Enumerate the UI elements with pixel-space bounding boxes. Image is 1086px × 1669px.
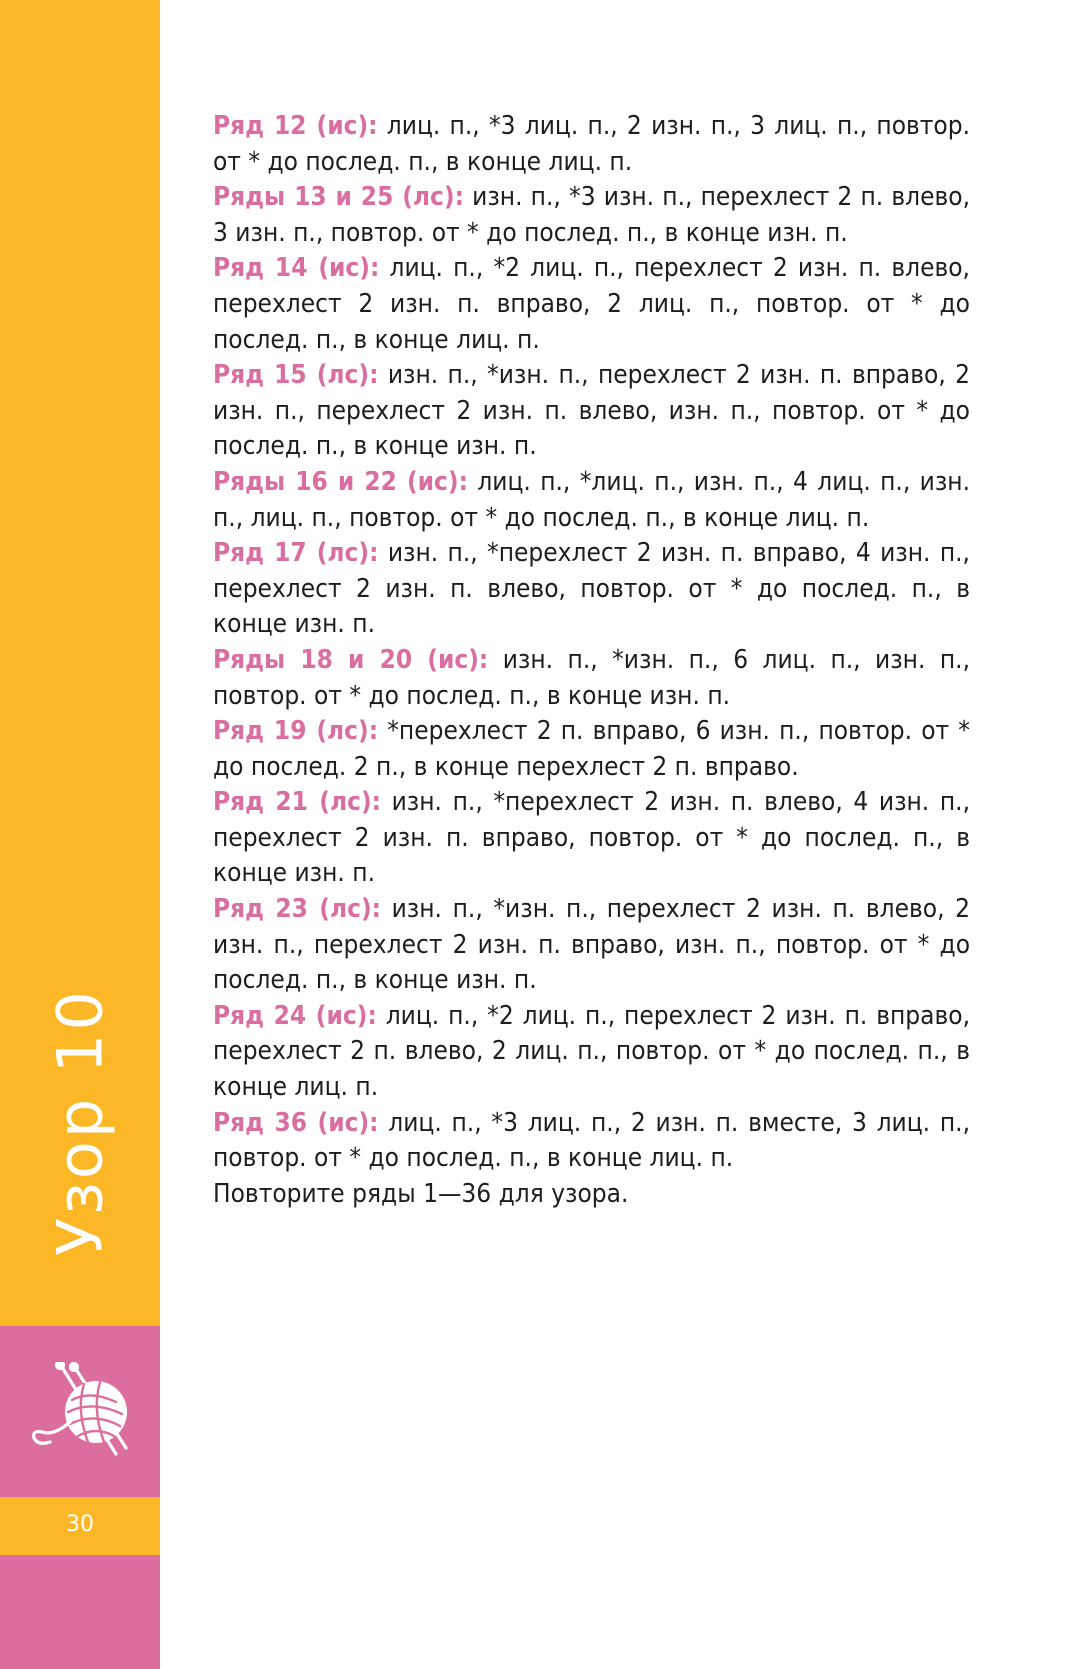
row-label: Ряд 36 (ис): [213,1107,379,1138]
row-text: лиц. п., *лиц. п., изн. п., 4 лиц. п., изн. п., лиц. п., повтор. от * до послед. п., в конце лиц. п. [213,466,971,533]
pattern-row [213,892,970,999]
row-text: изн. п., *перехлест 2 изн. п. влево, 4 изн. п., перехлест 2 изн. п. вправо, повтор. от * до послед. п., в конце изн. п. [213,787,970,889]
row-label: Ряд 12 (ис): [213,111,378,141]
pattern-row [213,251,970,358]
pattern-row [213,999,970,1106]
pattern-row [213,180,970,251]
row-label: Ряд 24 (ис): [213,1000,377,1031]
row-text: изн. п., *изн. п., перехлест 2 изн. п. влево, 2 изн. п., перехлест 2 изн. п. вправо, изн. п., повтор. от * до послед. п., в конце изн. п. [213,894,970,996]
page-number: 30 [66,1512,94,1537]
pattern-row [213,1106,970,1177]
row-label: Ряд 17 (лс): [213,538,379,569]
row-label: Ряды 18 и 20 (ис): [213,644,489,675]
row-text: лиц. п., *2 лиц. п., перехлест 2 изн. п. влево, перехлест 2 изн. п. вправо, 2 лиц. п., повтор. от * до послед. п., в конце лиц. п. [213,253,970,355]
pattern-row [213,785,970,892]
row-label: Ряды 13 и 25 (лс): [213,182,464,213]
row-label: Ряд 15 (лс): [213,360,379,391]
pattern-instructions [213,109,970,1212]
pattern-row [213,109,970,180]
row-text: изн. п., *изн. п., перехлест 2 изн. п. вправо, 2 изн. п., перехлест 2 изн. п. влево, изн. п., повтор. от * до послед. п., в конце изн. п. [213,360,970,462]
row-text: изн. п., *перехлест 2 изн. п. вправо, 4 изн. п., перехлест 2 изн. п. влево, повтор. от * до послед. п., в конце изн. п. [213,538,970,640]
row-text: лиц. п., *3 лиц. п., 2 изн. п. вместе, 3 лиц. п., повтор. от * до послед. п., в конце лиц. п. [213,1107,970,1174]
pattern-row [213,643,970,714]
section-title: Узор 10 [43,988,117,1256]
row-label: Ряд 23 (лс): [213,894,381,925]
sidebar [0,0,160,1669]
pattern-row [213,536,970,643]
row-text: лиц. п., *2 лиц. п., перехлест 2 изн. п. вправо, перехлест 2 п. влево, 2 лиц. п., повтор. от * до послед. п., в конце лиц. п. [213,1000,970,1103]
row-text: изн. п., *3 изн. п., перехлест 2 п. влево, 3 изн. п., повтор. от * до послед. п., в конце изн. п. [213,182,970,248]
sidebar-bottom-band [0,1555,160,1669]
row-label: Ряд 19 (лс): [213,716,379,747]
row-label: Ряды 16 и 22 (ис): [213,466,468,497]
row-text: *перехлест 2 п. вправо, 6 изн. п., повтор. от * до послед. 2 п., в конце перехлест 2 п. вправо. [213,716,970,782]
row-text: изн. п., *изн. п., 6 лиц. п., изн. п., повтор. от * до послед. п., в конце изн. п. [213,644,970,711]
pattern-row [213,714,970,785]
row-label: Ряд 21 (лс): [213,787,381,818]
pattern-row [213,358,970,465]
row-label: Ряд 14 (ис): [213,253,380,284]
row-text: лиц. п., *3 лиц. п., 2 изн. п., 3 лиц. п., повтор. от * до послед. п., в конце лиц. п. [213,111,970,177]
pattern-row [213,465,970,536]
closing-instruction: Повторите ряды 1—36 для узора. [213,1178,629,1209]
yarn-ball-needles-icon [30,1362,140,1468]
